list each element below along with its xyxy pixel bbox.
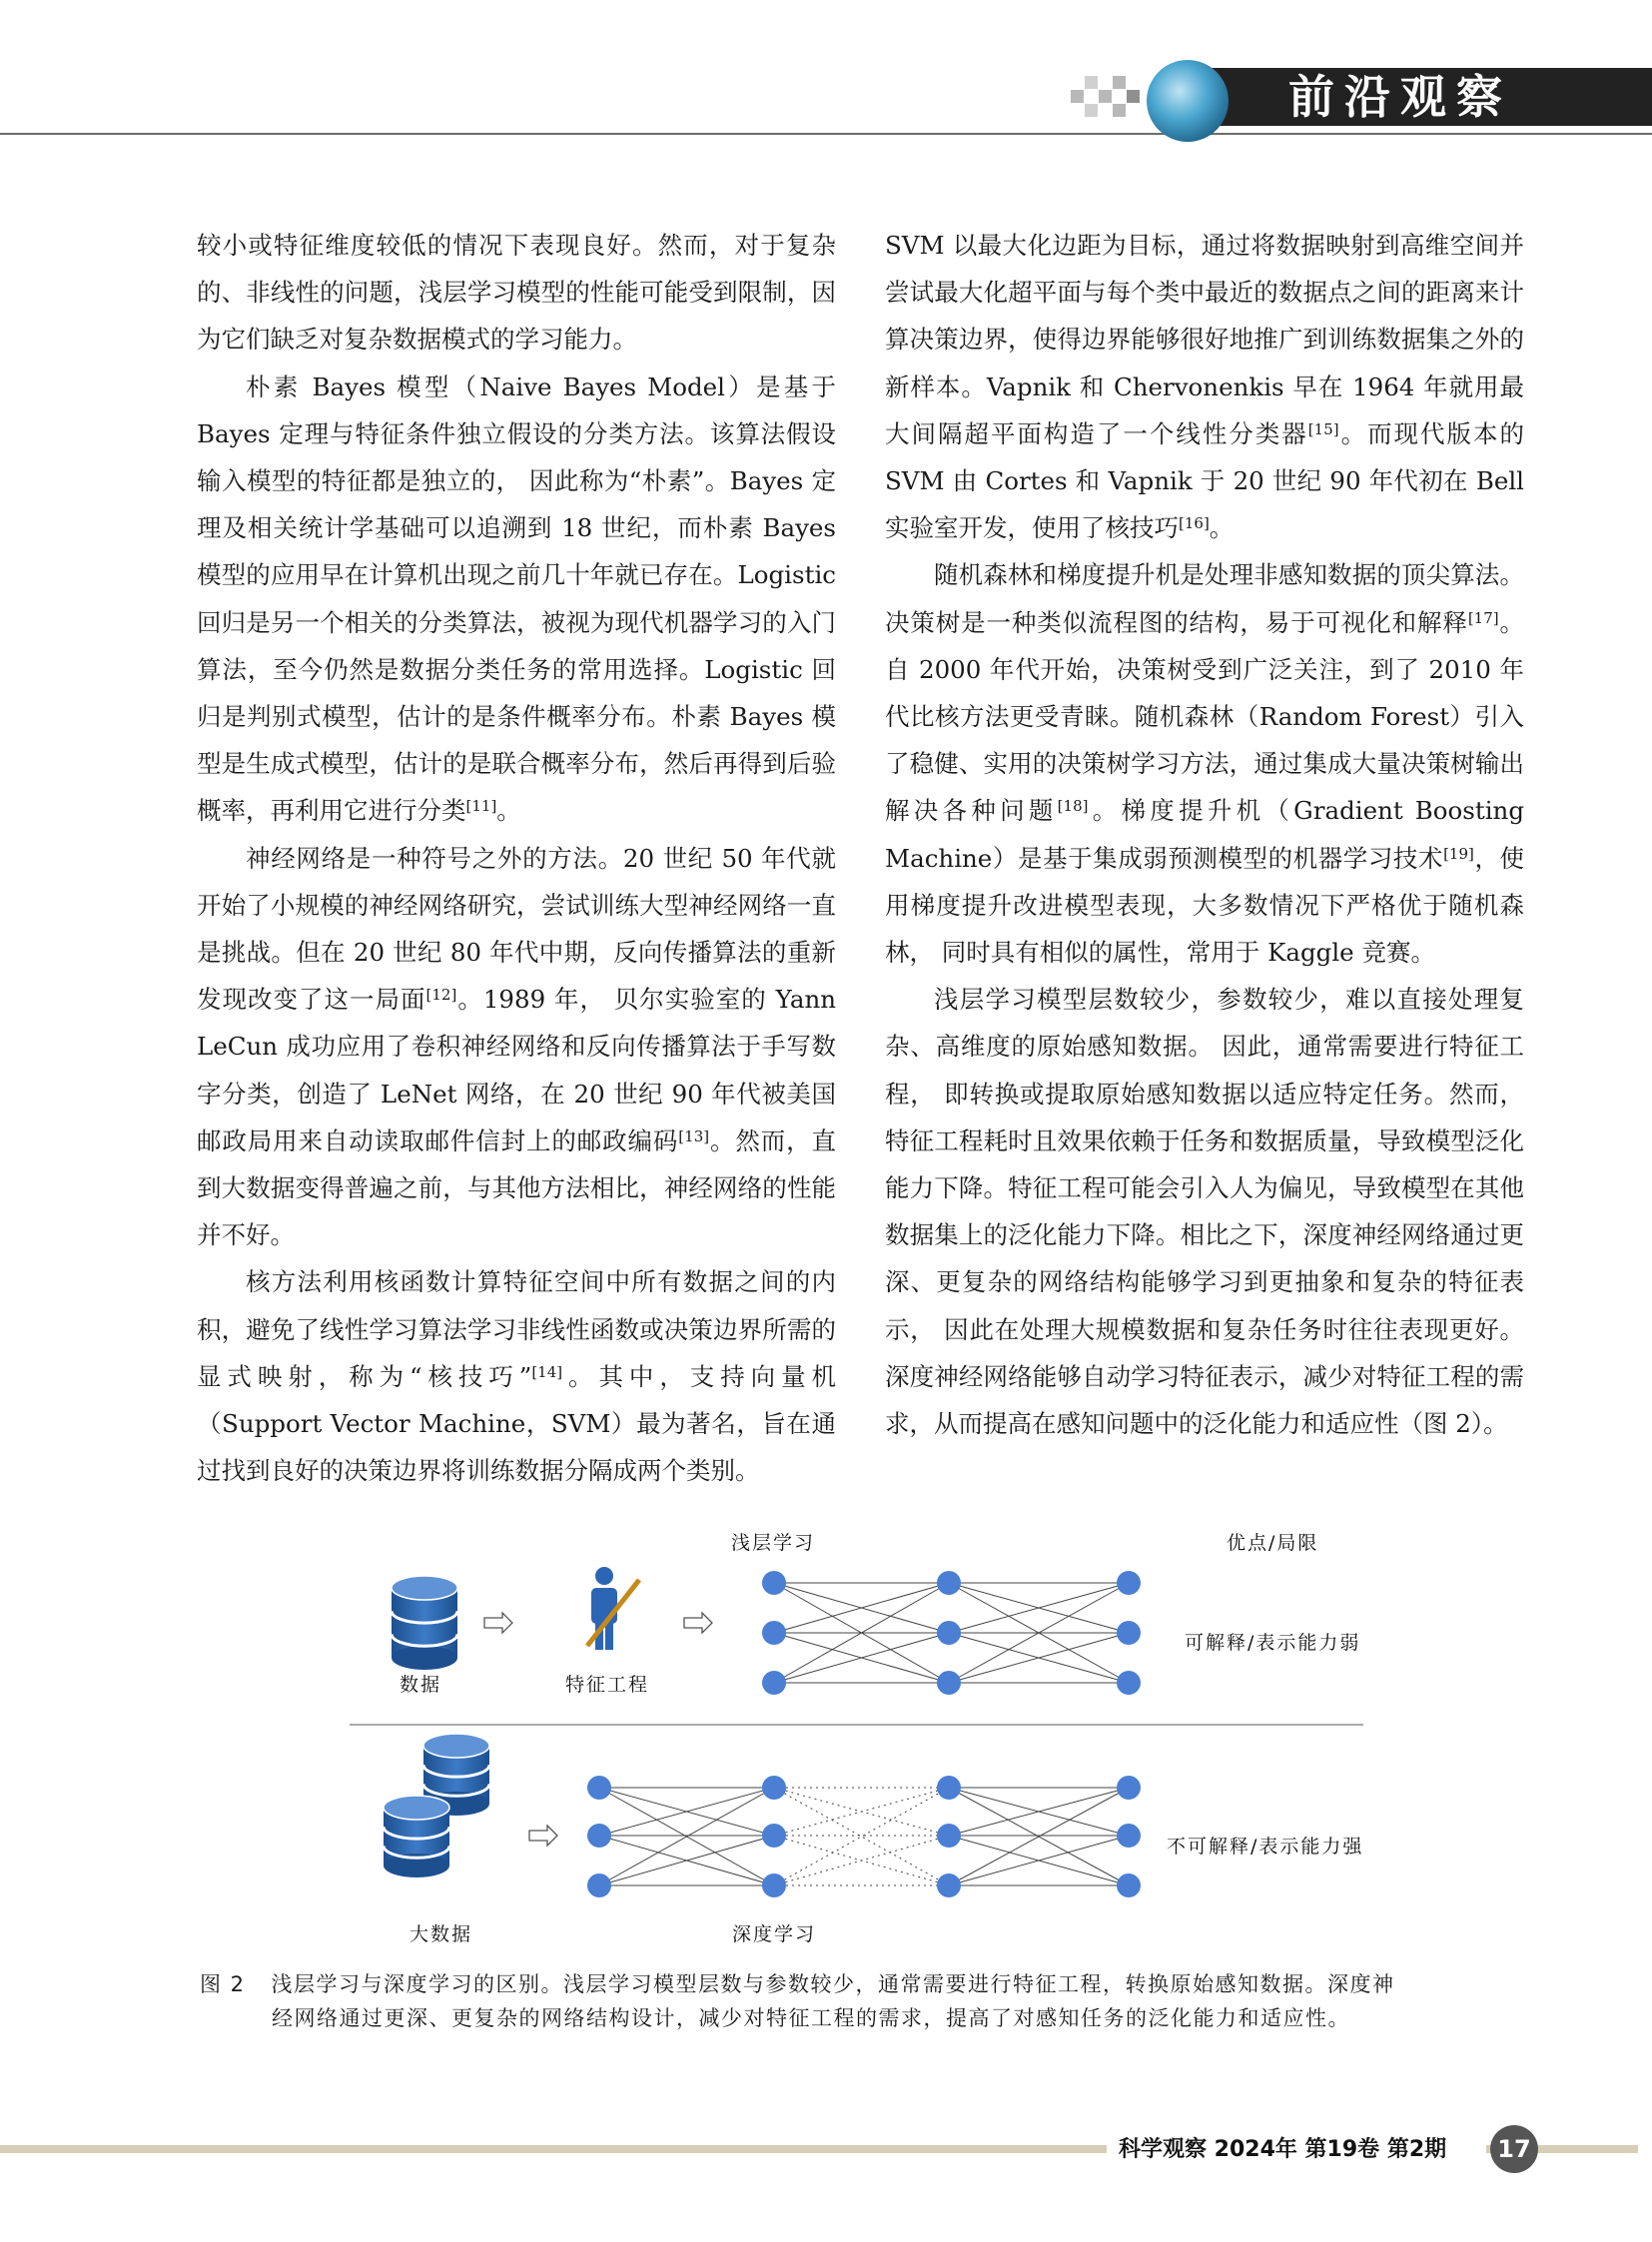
network-node — [937, 1671, 961, 1695]
network-node — [762, 1621, 786, 1645]
page-number: 17 — [1490, 2125, 1538, 2173]
checker-pattern-icon — [1071, 68, 1147, 124]
section-title: 前沿观察 — [1288, 70, 1512, 124]
network-edge — [774, 1788, 949, 1836]
label-feature-engineering: 特征工程 — [565, 1674, 650, 1696]
citation: [15] — [1307, 419, 1339, 438]
citation: [16] — [1179, 514, 1210, 533]
database-icon — [384, 1796, 449, 1877]
label-not-interpretable: 不可解释/表示能力强 — [1167, 1836, 1364, 1858]
network-node — [1117, 1571, 1141, 1595]
database-icon — [392, 1576, 457, 1670]
network-node — [1117, 1776, 1141, 1800]
citation: [11] — [465, 797, 497, 816]
right-column — [885, 222, 1524, 1447]
caption-line1: 浅层学习与深度学习的区别。浅层学习模型层数与参数较少，通常需要进行特征工程，转换原始感知数据。深度神 — [271, 1972, 1395, 1996]
citation: [12] — [425, 986, 457, 1005]
network-node — [937, 1824, 961, 1848]
paragraph: 核方法利用核函数计算特征空间中所有数据之间的内积，避免了线性学习算法学习非线性函数或决策边界所需的显式映射，称为“核技巧”[14]。其中，支持向量机（Support Vector Machine，SVM）最为著名，旨在通过找到良好的决策边界将训练数据分隔成两个类别。 — [197, 1267, 836, 1486]
arrow-icon — [484, 1613, 512, 1633]
paragraph: 随机森林和梯度提升机是处理非感知数据的顶尖算法。决策树是一种类似流程图的结构，易于可视化和解释[17]。 自 2000 年代开始，决策树受到广泛关注，到了 2010 年代比核方法更受青睐。随机森林（Random Forest）引入了稳健、实用的决策树学习方法，通过集成大量决策树输出解决各种问题[18]。梯度提升机（Gradient Boosting Machine）是基于集成弱预测模型的机器学习技术[19]，使用梯度提升改进模型表现，大多数情况下严格优于随机森林， 同时具有相似的属性，常用于 Kaggle 竞赛。 — [885, 560, 1525, 968]
header-rule — [0, 133, 1652, 135]
network-diagram — [340, 1518, 1388, 1947]
paragraph: 较小或特征维度较低的情况下表现良好。然而，对于复杂的、非线性的问题，浅层学习模型的性能可能受到限制，因为它们缺乏对复杂数据模式的学习能力。 — [197, 231, 836, 355]
journal-info: 科学观察 2024年 第19卷 第2期 — [1119, 2137, 1447, 2162]
caption-line2: 经网络通过更深、更复杂的网络结构设计，减少对特征工程的需求，提高了对感知任务的泛化能力和适应性。 — [272, 2006, 1350, 2030]
network-node — [1117, 1621, 1141, 1645]
paragraph: SVM 以最大化边距为目标，通过将数据映射到高维空间并尝试最大化超平面与每个类中最近的数据点之间的距离来计算决策边界，使得边界能够很好地推广到训练数据集之外的新样本。Vapnik 和 Chervonenkis 早在 1964 年就用最大间隔超平面构造了一个线性分类器[15]。而现代版本的 SVM 由 Cortes 和 Vapnik 于 20 世纪 90 年代初在 Bell 实验室开发，使用了核技巧[16]。 — [885, 231, 1525, 543]
label-deep: 深度学习 — [732, 1923, 817, 1945]
network-node — [762, 1873, 786, 1897]
label-interpretable: 可解释/表示能力弱 — [1185, 1632, 1361, 1654]
network-node — [762, 1671, 786, 1695]
network-node — [937, 1776, 961, 1800]
engineer-icon — [587, 1567, 639, 1650]
citation: [14] — [531, 1362, 563, 1381]
network-node — [937, 1873, 961, 1897]
network-node — [1117, 1824, 1141, 1848]
label-data: 数据 — [400, 1674, 442, 1696]
figure-shallow-vs-deep — [340, 1518, 1388, 1947]
citation: [19] — [1443, 844, 1474, 863]
citation: [18] — [1057, 797, 1089, 816]
paragraph: 浅层学习模型层数较少，参数较少，难以直接处理复杂、高维度的原始感知数据。 因此，通常需要进行特征工程， 即转换或提取原始感知数据以适应特定任务。然而，特征工程耗时且效果依赖于任务和数据质量，导致模型泛化能力下降。特征工程可能会引入人为偏见，导致模型在其他数据集上的泛化能力下降。相比之下，深度神经网络通过更深、更复杂的网络结构能够学习到更抽象和复杂的特征表示， 因此在处理大规模数据和复杂任务时往往表现更好。深度神经网络能够自动学习特征表示，减少对特征工程的需求，从而提高在感知问题中的泛化能力和适应性（图 2）。 — [885, 985, 1524, 1439]
left-column — [197, 222, 836, 1494]
globe-icon — [1147, 60, 1229, 142]
network-node — [587, 1873, 611, 1897]
network-node — [1117, 1873, 1141, 1897]
label-pros-cons: 优点/局限 — [1227, 1532, 1319, 1554]
caption-label: 图 2 — [200, 1972, 246, 1996]
citation: [13] — [678, 1126, 710, 1145]
network-node — [937, 1621, 961, 1645]
paragraph: 神经网络是一种符号之外的方法。20 世纪 50 年代就开始了小规模的神经网络研究，尝试训练大型神经网络一直是挑战。但在 20 世纪 80 年代中期，反向传播算法的重新发现改变了这一局面[12]。1989 年， 贝尔实验室的 Yann LeCun 成功应用了卷积神经网络和反向传播算法于手写数字分类，创造了 LeNet 网络，在 20 世纪 90 年代被美国邮政局用来自动读取邮件信封上的邮政编码[13]。然而，直到大数据变得普遍之前，与其他方法相比，神经网络的性能并不好。 — [197, 843, 837, 1250]
network-node — [762, 1824, 786, 1848]
network-node — [762, 1776, 786, 1800]
paragraph: 朴素 Bayes 模型（Naive Bayes Model）是基于 Bayes 定理与特征条件独立假设的分类方法。该算法假设输入模型的特征都是独立的， 因此称为“朴素”。Bayes 定理及相关统计学基础可以追溯到 18 世纪，而朴素 Bayes 模型的应用早在计算机出现之前几十年就已存在。Logistic 回归是另一个相关的分类算法，被视为现代机器学习的入门算法，至今仍然是数据分类任务的常用选择。Logistic 回归是判别式模型，估计的是条件概率分布。朴素 Bayes 模型是生成式模型，估计的是联合概率分布，然后再得到后验概率，再利用它进行分类[11]。 — [197, 372, 836, 826]
arrow-icon — [684, 1613, 712, 1633]
figure-caption — [200, 1967, 1528, 2035]
network-node — [587, 1824, 611, 1848]
network-node — [937, 1571, 961, 1595]
network-node — [762, 1571, 786, 1595]
network-edge — [774, 1836, 949, 1885]
label-big-data: 大数据 — [410, 1923, 473, 1945]
citation: [17] — [1467, 608, 1499, 627]
arrow-icon — [529, 1826, 557, 1846]
label-shallow: 浅层学习 — [731, 1532, 816, 1554]
network-node — [587, 1776, 611, 1800]
network-node — [1117, 1671, 1141, 1695]
